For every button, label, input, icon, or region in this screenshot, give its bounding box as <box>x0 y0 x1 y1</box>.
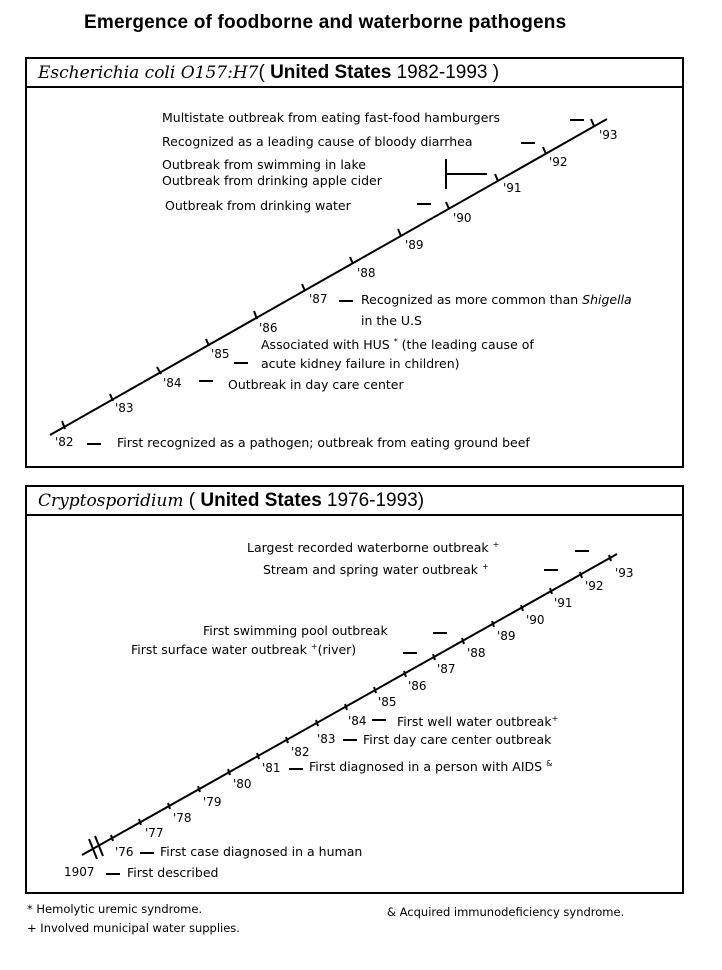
crypto-country: United States <box>200 490 322 511</box>
crypto-marker-88 <box>462 638 464 644</box>
ecoli-marker-86 <box>254 311 257 319</box>
crypto-year-93: '93 <box>615 566 634 580</box>
ecoli-event-cider: Outbreak from drinking apple cider <box>162 173 382 188</box>
ecoli-dash-shigella <box>339 300 353 302</box>
ecoli-event-daycare: Outbreak in day care center <box>228 377 404 392</box>
crypto-marker-89 <box>492 621 494 627</box>
crypto-dash-well <box>372 719 386 721</box>
crypto-year-85: '85 <box>378 695 397 709</box>
crypto-marker-90 <box>521 605 523 611</box>
ecoli-dash-hus <box>234 362 248 364</box>
ecoli-event-bloody-diarrhea: Recognized as a leading cause of bloody diarrhea <box>162 134 473 149</box>
crypto-year-80: '80 <box>233 777 252 791</box>
ecoli-event-kidney: acute kidney failure in children) <box>261 356 460 371</box>
ecoli-marker-88 <box>350 257 353 264</box>
ecoli-event-us: in the U.S <box>361 313 422 328</box>
crypto-marker-79 <box>198 786 200 792</box>
ecoli-year-84: '84 <box>163 376 182 390</box>
crypto-event-pool: First swimming pool outbreak <box>203 623 388 638</box>
crypto-marker-80 <box>228 769 230 775</box>
crypto-event-stream: Stream and spring water outbreak + <box>263 561 489 577</box>
crypto-year-77: '77 <box>145 826 164 840</box>
crypto-event-described: First described <box>127 865 219 880</box>
crypto-marker-76 <box>111 835 113 841</box>
crypto-dash-pool <box>433 632 447 634</box>
ecoli-year-88: '88 <box>357 266 376 280</box>
crypto-panel-header: Cryptosporidium ( United States 1976-1993) <box>27 487 682 516</box>
ecoli-year-82: '82 <box>55 435 74 449</box>
ecoli-year-87: '87 <box>309 292 328 306</box>
ecoli-dash-daycare <box>199 380 213 382</box>
crypto-marker-77 <box>139 819 141 825</box>
crypto-year-84: '84 <box>348 714 367 728</box>
crypto-event-daycare: First day care center outbreak <box>363 732 552 747</box>
ecoli-marker-89 <box>398 229 401 236</box>
page-title: Emergence of foodborne and waterborne pathogens <box>84 12 567 33</box>
crypto-year-76: '76 <box>115 845 134 859</box>
crypto-timeline-line <box>82 554 617 855</box>
crypto-marker-91 <box>550 588 552 594</box>
ecoli-event-lake: Outbreak from swimming in lake <box>162 157 366 172</box>
ecoli-marker-87 <box>302 284 305 291</box>
crypto-marker-78 <box>168 803 170 809</box>
ecoli-bracket <box>446 159 487 189</box>
crypto-dash-daycare <box>343 739 357 741</box>
ecoli-organism: Escherichia coli O157:H7 <box>38 63 259 83</box>
ecoli-year-93: '93 <box>599 128 618 142</box>
crypto-year-86: '86 <box>408 679 427 693</box>
crypto-event-largest: Largest recorded waterborne outbreak + <box>247 539 500 555</box>
ecoli-marker-91 <box>495 174 498 181</box>
ecoli-marker-90 <box>446 202 449 209</box>
crypto-year-89: '89 <box>497 629 516 643</box>
ecoli-country: United States <box>270 62 392 83</box>
ecoli-year-85: '85 <box>211 347 230 361</box>
ecoli-marker-93 <box>591 119 594 126</box>
footnote-hus: * Hemolytic uremic syndrome. <box>27 902 203 916</box>
ecoli-year-86: '86 <box>259 321 278 335</box>
ecoli-event-hamburgers: Multistate outbreak from eating fast-food hamburgers <box>162 110 501 125</box>
crypto-marker-87 <box>433 654 435 660</box>
ecoli-event-shigella: Recognized as more common than Shigella <box>361 292 632 307</box>
crypto-marker-93 <box>609 555 611 561</box>
crypto-dash-surface <box>403 652 417 654</box>
ecoli-dash-water <box>417 203 431 205</box>
crypto-event-human: First case diagnosed in a human <box>160 844 363 859</box>
crypto-marker-84 <box>345 704 347 710</box>
crypto-dash-stream <box>544 569 558 571</box>
crypto-event-well: First well water outbreak+ <box>397 713 559 729</box>
crypto-marker-81 <box>257 753 259 759</box>
crypto-year-88: '88 <box>467 646 486 660</box>
crypto-year-81: '81 <box>262 761 281 775</box>
crypto-year-1907: 1907 <box>64 865 95 879</box>
crypto-year-87: '87 <box>437 662 456 676</box>
crypto-dash-aids <box>289 768 303 770</box>
footnote-water: + Involved municipal water supplies. <box>27 921 240 935</box>
ecoli-panel <box>25 57 684 468</box>
ecoli-event-drinking-water: Outbreak from drinking water <box>165 198 351 213</box>
crypto-years: 1976-1993 <box>326 490 418 511</box>
ecoli-year-90: '90 <box>453 211 472 225</box>
crypto-year-78: '78 <box>173 811 192 825</box>
crypto-year-91: '91 <box>554 596 573 610</box>
crypto-marker-85 <box>374 687 376 693</box>
crypto-year-79: '79 <box>203 795 222 809</box>
crypto-year-82: '82 <box>291 745 310 759</box>
ecoli-panel-header: Escherichia coli O157:H7( United States 1982-1993 ) <box>27 59 682 88</box>
crypto-event-surface: First surface water outbreak +(river) <box>131 641 357 657</box>
ecoli-marker-85 <box>206 339 209 346</box>
ecoli-year-91: '91 <box>503 181 522 195</box>
ecoli-year-92: '92 <box>549 155 568 169</box>
crypto-organism: Cryptosporidium <box>38 491 184 511</box>
crypto-year-90: '90 <box>526 613 545 627</box>
crypto-marker-82 <box>286 737 288 743</box>
ecoli-event-ground-beef: First recognized as a pathogen; outbreak from eating ground beef <box>117 435 530 450</box>
crypto-panel <box>25 485 684 894</box>
crypto-dash-human <box>140 852 154 854</box>
shigella-italic: Shigella <box>582 292 632 307</box>
crypto-marker-83 <box>316 720 318 726</box>
crypto-event-aids: First diagnosed in a person with AIDS & <box>309 758 553 774</box>
crypto-dash-described <box>106 873 120 875</box>
ecoli-marker-92 <box>543 147 546 154</box>
ecoli-dash-hamburgers <box>570 119 584 121</box>
ecoli-dash-bloody <box>521 142 535 144</box>
crypto-year-83: '83 <box>317 732 336 746</box>
ecoli-dash-ground-beef <box>87 443 101 445</box>
crypto-year-92: '92 <box>585 579 604 593</box>
crypto-dash-largest <box>575 550 589 552</box>
ecoli-year-83: '83 <box>115 401 134 415</box>
ecoli-event-hus: Associated with HUS * (the leading cause of <box>261 336 534 352</box>
ecoli-years: 1982-1993 <box>396 62 488 83</box>
footnote-aids: & Acquired immunodeficiency syndrome. <box>387 905 625 919</box>
ecoli-year-89: '89 <box>405 238 424 252</box>
